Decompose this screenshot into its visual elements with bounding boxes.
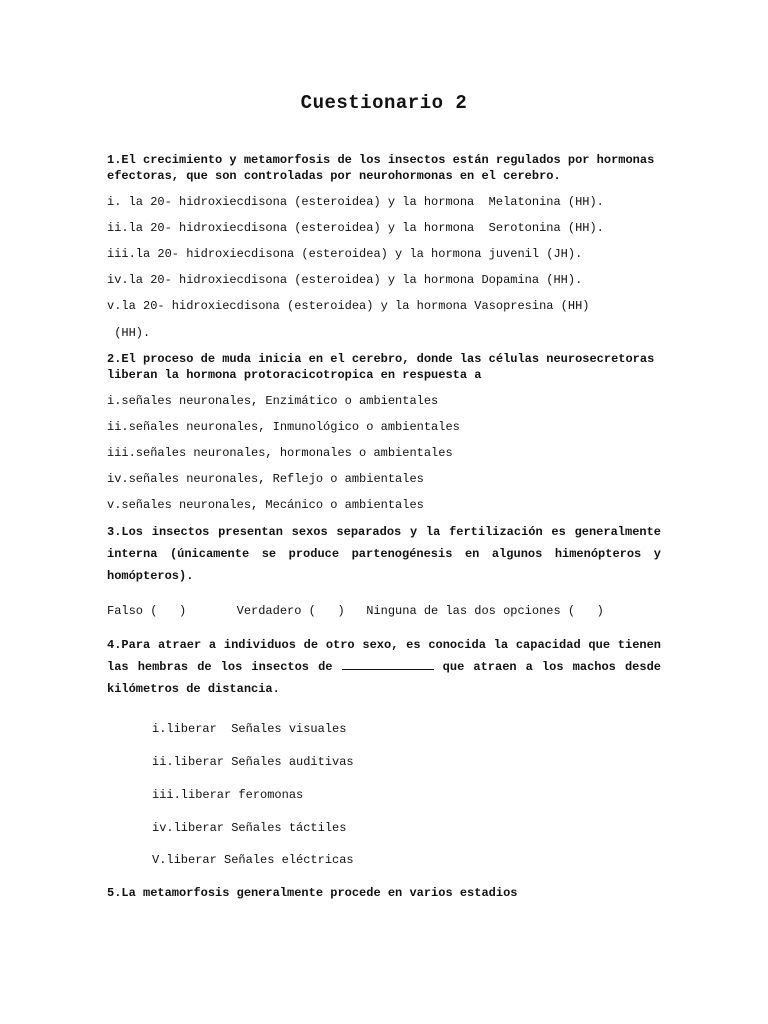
question-2-option-v: v.señales neuronales, Mecánico o ambientales (107, 498, 424, 512)
question-4-option-iv: iv.liberar Señales táctiles (152, 821, 347, 835)
question-1-continuation: (HH). (107, 326, 151, 340)
question-2-option-i: i.señales neuronales, Enzimático o ambientales (107, 394, 439, 408)
question-3-text: 3.Los insectos presentan sexos separados y la fertilización es generalmente interna (únicamente se produce partenogénesis en algunos himenópteros y homópteros). (107, 525, 661, 583)
answer-blank (342, 657, 434, 670)
question-4-option-v: V.liberar Señales eléctricas (152, 853, 354, 867)
question-4-text-after: que atraen a los machos desde kilómetros de distancia. (107, 660, 661, 696)
question-3-answers: Falso ( ) Verdadero ( ) Ninguna de las dos opciones ( ) (107, 604, 604, 618)
question-4-text-before: 4.Para atraer a individuos de otro sexo, es conocida la capacidad que tienen las hembras de los insectos de (107, 638, 661, 674)
question-1-option-ii: ii.la 20- hidroxiecdisona (esteroidea) y la hormona Serotonina (HH). (107, 221, 604, 235)
question-2-line-2: liberan la hormona protoracicotropica en respuesta a (107, 368, 482, 382)
question-1-option-iii: iii.la 20- hidroxiecdisona (esteroidea) y la hormona juvenil (JH). (107, 247, 583, 261)
question-4-option-iii: iii.liberar feromonas (152, 788, 304, 802)
question-1-line-1: 1.El crecimiento y metamorfosis de los insectos están regulados por hormonas (107, 153, 655, 167)
question-4-option-ii: ii.liberar Señales auditivas (152, 755, 354, 769)
question-1-line-2: efectoras, que son controladas por neurohormonas en el cerebro. (107, 169, 561, 183)
question-4-option-i: i.liberar Señales visuales (152, 722, 347, 736)
question-4-text (107, 634, 661, 700)
question-2-option-ii: ii.señales neuronales, Inmunológico o ambientales (107, 420, 460, 434)
question-1-option-i: i. la 20- hidroxiecdisona (esteroidea) y la hormona Melatonina (HH). (107, 195, 604, 209)
page-title: Cuestionario 2 (300, 92, 468, 114)
question-2-option-iv: iv.señales neuronales, Reflejo o ambientales (107, 472, 424, 486)
question-1-option-v: v.la 20- hidroxiecdisona (esteroidea) y la hormona Vasopresina (HH) (107, 299, 590, 313)
question-5-text: 5.La metamorfosis generalmente procede en varios estadios (107, 886, 518, 900)
question-1-option-iv: iv.la 20- hidroxiecdisona (esteroidea) y la hormona Dopamina (HH). (107, 273, 583, 287)
question-2-line-1: 2.El proceso de muda inicia en el cerebro, donde las células neurosecretoras (107, 352, 655, 366)
question-2-option-iii: iii.señales neuronales, hormonales o ambientales (107, 446, 453, 460)
